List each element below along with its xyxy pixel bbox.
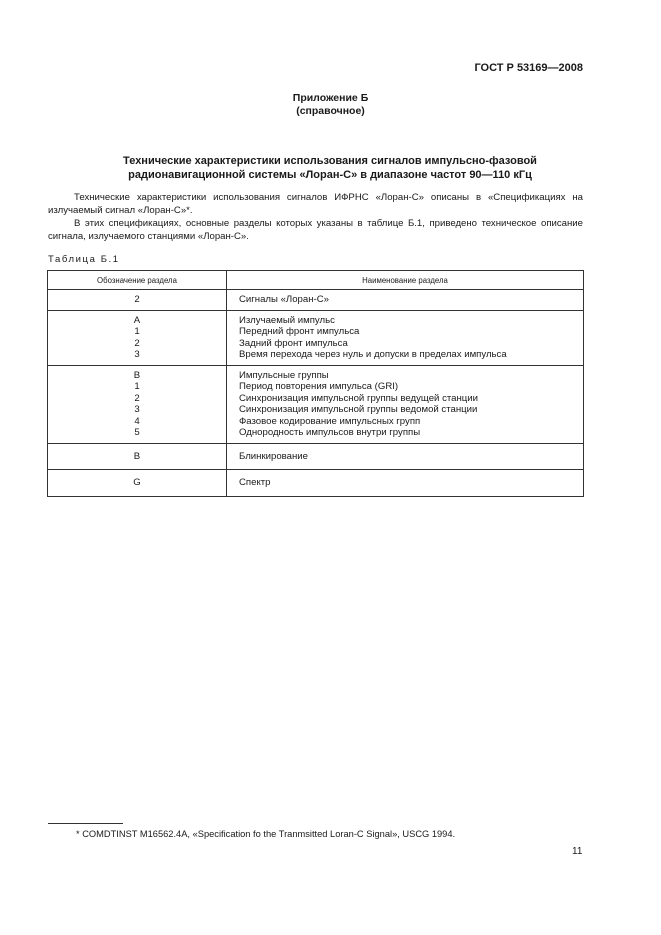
section-name: Передний фронт импульса: [239, 326, 360, 337]
code-cell: [48, 290, 227, 311]
page-number: 11: [572, 846, 583, 857]
header-code: Обозначение раздела: [48, 271, 227, 290]
section-name: Синхронизация импульсной группы ведущей станции: [239, 392, 479, 404]
header-name: Наименование раздела: [227, 271, 584, 290]
footnote: * COMDTINST M16562.4A, «Specification fo the Tranmsitted Loran-C Signal», USCG 1994.: [76, 829, 456, 839]
section-name: Сигналы «Лоран-С»: [239, 294, 329, 305]
section-name: Спектр: [239, 477, 271, 488]
document-id: ГОСТ Р 53169—2008: [474, 62, 583, 74]
section-name: Импульсные группы: [239, 369, 329, 381]
table-header-row: [48, 271, 584, 290]
table-row: [48, 443, 584, 470]
code: G: [133, 477, 141, 488]
code: 5: [134, 427, 140, 438]
heading-line-2: радионавигационной системы «Лоран-С» в диапазоне частот 90—110 кГц: [128, 169, 532, 181]
code: 1: [134, 326, 140, 337]
name-cell: [227, 290, 584, 311]
paragraph-2: В этих спецификациях, основные разделы которых указаны в таблице Б.1, приведено техническое описание сигнала, излучаемого станциями «Лоран-С».: [48, 218, 583, 242]
section-name: Излучаемый импульс: [239, 314, 335, 326]
code: B: [133, 369, 141, 381]
table-label: Таблица Б.1: [48, 254, 120, 265]
section-name: Период повторения импульса (GRI): [239, 381, 399, 392]
sections-table: [47, 270, 584, 497]
footnote-divider: [48, 823, 123, 824]
table-row: [48, 365, 584, 443]
code: 2: [134, 294, 140, 305]
table-row: [48, 310, 584, 365]
appendix-block: [0, 92, 661, 118]
code-cell: [48, 365, 227, 443]
paragraph-1: Технические характеристики использования сигналов ИФРНС «Лоран-С» описаны в «Спецификациях на излучаемый сигнал «Лоран-С»*.: [48, 192, 583, 216]
code-cell: [48, 470, 227, 497]
code: 3: [134, 404, 140, 415]
name-cell: [227, 365, 584, 443]
code: 2: [134, 392, 140, 404]
heading-line-1: Технические характеристики использования сигналов импульсно-фазовой: [123, 155, 537, 167]
appendix-title: Приложение Б: [292, 92, 369, 104]
code-cell: [48, 310, 227, 365]
section-name: Фазовое кодирование импульсных групп: [239, 415, 421, 427]
table-row: [48, 470, 584, 497]
code: 1: [134, 381, 140, 392]
section-name: Задний фронт импульса: [239, 337, 348, 349]
section-name: Синхронизация импульсной группы ведомой станции: [239, 404, 478, 415]
code-cell: [48, 443, 227, 470]
code: A: [133, 314, 141, 326]
table-row: [48, 290, 584, 311]
code: 2: [134, 337, 140, 349]
section-name: Однородность импульсов внутри группы: [239, 427, 421, 438]
section-name: Время перехода через нуль и допуски в пределах импульса: [239, 349, 507, 360]
name-cell: [227, 470, 584, 497]
code: 3: [134, 349, 140, 360]
code: В: [133, 450, 141, 462]
name-cell: [227, 310, 584, 365]
name-cell: [227, 443, 584, 470]
section-heading: [70, 154, 590, 182]
code: 4: [134, 415, 140, 427]
appendix-type: (справочное): [296, 105, 365, 117]
section-name: Блинкирование: [239, 450, 308, 462]
